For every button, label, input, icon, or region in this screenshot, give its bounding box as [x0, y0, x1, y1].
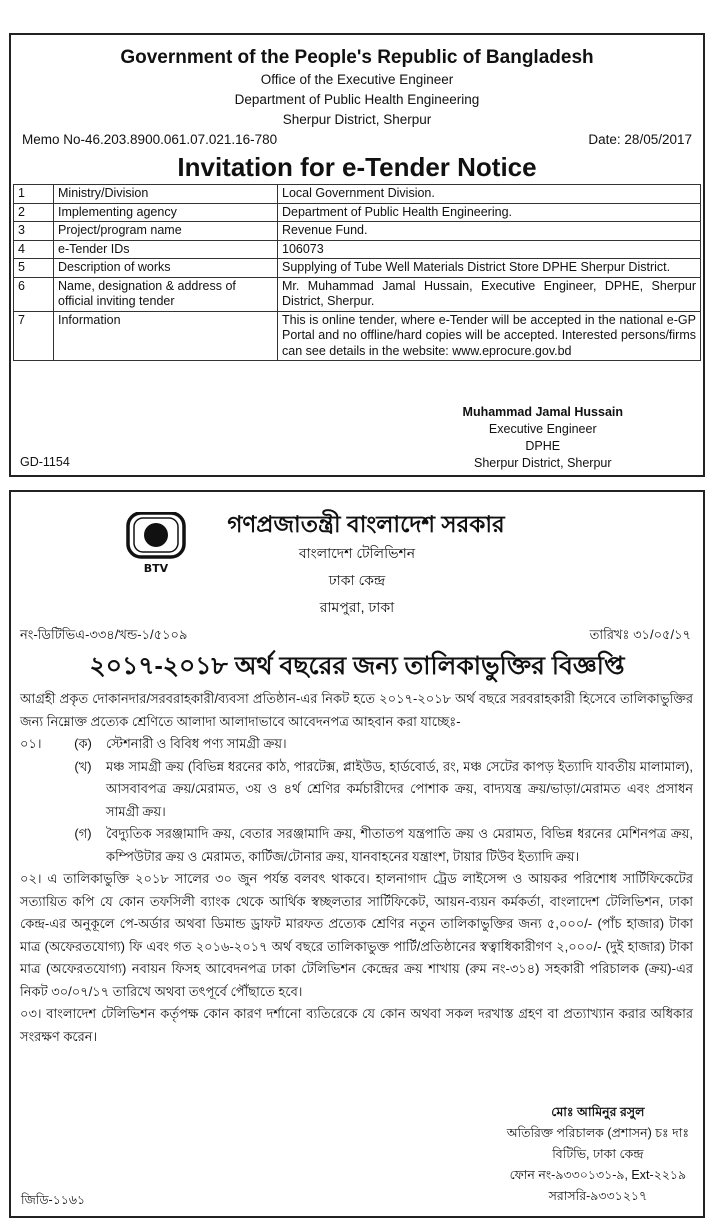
list-item [20, 733, 693, 756]
memo-number-bn: নং-ডিটিভিএ-৩৩৪/খন্ড-১/৫১০৯ [20, 627, 188, 642]
row-label: Description of works [54, 259, 278, 278]
office-line: Office of the Executive Engineer [260, 72, 454, 87]
row-value: Mr. Muhammad Jamal Hussain, Executive Engineer, DPHE, Sherpur District, Sherpur. [278, 277, 701, 311]
table-row [14, 311, 701, 361]
row-value: Department of Public Health Engineering. [278, 203, 701, 222]
notice-header [11, 46, 703, 130]
sub-text: বৈদ্যুতিক সরঞ্জামাদি ক্রয়, বেতার সরঞ্জামাদি ক্রয়, শীতাতপ যন্ত্রপাতি ক্রয় ও মেরামত, বিভিন্ন ধরনের মেশিনপত্র ক্রয়, কম্পিউটার ক্রয় ও মেরামত, কার্টিজ/টোনার ক্রয়, যানবাহনের যন্ত্রাংশ, টায়ার টিউব ইত্যাদি ক্রয়। [106, 826, 693, 864]
signatory-designation: Executive Engineer [488, 422, 597, 436]
government-heading-bn: গণপ্রজাতন্ত্রী বাংলাদেশ সরকার [227, 511, 505, 537]
signatory-org: DPHE [525, 439, 561, 453]
row-label: Name, designation & address of official inviting tender [54, 277, 278, 311]
gd-number: GD-1154 [20, 455, 70, 469]
table-row [14, 185, 701, 204]
row-label: e-Tender IDs [54, 240, 278, 259]
notice-date-bn: তারিখঃ ৩১/০৫/১৭ [589, 627, 691, 642]
government-heading: Government of the People's Republic of Bangladesh [120, 47, 594, 68]
row-label: Information [54, 311, 278, 361]
row-number: 7 [14, 311, 54, 361]
signatory-address: Sherpur District, Sherpur [473, 456, 612, 470]
notice-title: Invitation for e-Tender Notice [177, 152, 537, 182]
row-value: This is online tender, where e-Tender will be accepted in the national e-GP Portal and no offline/hard copies will be accepted. Interested persons/firms can see details in the website: www.eprocure.gov.bd [278, 311, 701, 361]
notice-body [20, 688, 693, 1048]
sub-mark: (খ) [74, 758, 92, 774]
btv-enlistment-notice [9, 490, 705, 1218]
row-label: Implementing agency [54, 203, 278, 222]
item-number: ০১। [20, 736, 42, 751]
memo-row [11, 131, 703, 149]
department-line: Department of Public Health Engineering [234, 92, 480, 107]
table-row [14, 259, 701, 278]
table-row [14, 222, 701, 241]
list-item [20, 823, 693, 868]
memo-number: Memo No-46.203.8900.061.07.021.16-780 [22, 132, 278, 147]
row-value: Revenue Fund. [278, 222, 701, 241]
row-label: Ministry/Division [54, 185, 278, 204]
btv-logo-text: BTV [143, 562, 169, 575]
e-tender-notice [9, 33, 705, 477]
sub-mark: (ক) [74, 736, 92, 751]
list-item [20, 756, 693, 824]
row-value: Local Government Division. [278, 185, 701, 204]
org-line: বাংলাদেশ টেলিভিশন [298, 545, 416, 561]
district-line: Sherpur District, Sherpur [282, 112, 432, 127]
sub-mark: (গ) [74, 826, 92, 841]
center-line: ঢাকা কেন্দ্র [328, 572, 386, 588]
signatory-name-bn: মোঃ আমিনুর রসুল [551, 1105, 645, 1119]
notice-title-bn: ২০১৭-২০১৮ অর্থ বছরের জন্য তালিকাভুক্তির বিজ্ঞপ্তি [89, 652, 625, 680]
signatory-phone: ফোন নং-৯৩৩০১৩১-৯, Ext-২২১৯ [509, 1168, 687, 1182]
row-value: 106073 [278, 240, 701, 259]
gd-number-bn: জিডি-১১৬১ [21, 1193, 86, 1207]
table-row [14, 203, 701, 222]
signatory-direct-phone: সরাসরি-৯৩৩১২১৭ [548, 1189, 648, 1203]
sub-text: স্টেশনারী ও বিবিধ পণ্য সামগ্রী ক্রয়। [106, 736, 287, 751]
signatory-designation-bn: অতিরিক্ত পরিচালক (প্রশাসন) চঃ দাঃ [506, 1126, 689, 1140]
sub-text: মঞ্চ সামগ্রী ক্রয় (বিভিন্ন ধরনের কাঠ, পারটেক্স, প্লাইউড, হার্ডবোর্ড, রং, মঞ্চ সেটের কাপড় ইত্যাদি যাবতীয় মালামাল), আসবাবপত্র ক্রয়/মেরামত, ৩য় ও ৪র্থ শ্রেণির কর্মচারীদের পোশাক ক্রয়, বাদ্যযন্ত্র ক্রয়/ভাড়া/মেরামত এবং প্রসাধন সামগ্রী ক্রয়। [106, 758, 693, 819]
row-number: 6 [14, 277, 54, 311]
intro-paragraph: আগ্রহী প্রকৃত দোকানদার/সরবরাহকারী/ব্যবসা প্রতিষ্ঠান-এর নিকট হতে ২০১৭-২০১৮ অর্থ বছরে সরবরাহকারী হিসেবে তালিকাভুক্তির জন্য নিম্নোক্ত প্রত্যেক শ্রেণিতে আলাদা আলাদাভাবে আবেদনপত্র আহবান করা যাচ্ছেঃ- [20, 691, 693, 729]
row-label: Project/program name [54, 222, 278, 241]
row-number: 4 [14, 240, 54, 259]
notice-date: Date: 28/05/2017 [588, 132, 692, 147]
row-number: 3 [14, 222, 54, 241]
tender-details-table [13, 184, 701, 361]
paragraph-item-3: ০৩। বাংলাদেশ টেলিভিশন কর্তৃপক্ষ কোন কারণ দর্শানো ব্যতিরেকে যে কোন অথবা সকল দরখাস্ত গ্রহণ বা প্রত্যাখ্যান করার অধিকার সংরক্ষণ করেন। [20, 1006, 693, 1044]
signature-block [463, 404, 623, 472]
row-number: 2 [14, 203, 54, 222]
signature-block-bn [507, 1102, 689, 1207]
table-row [14, 277, 701, 311]
row-value: Supplying of Tube Well Materials District Store DPHE Sherpur District. [278, 259, 701, 278]
row-number: 1 [14, 185, 54, 204]
address-line: রামপুরা, ঢাকা [319, 599, 395, 615]
signatory-org-bn: বিটিভি, ঢাকা কেন্দ্র [552, 1147, 644, 1161]
signatory-name: Muhammad Jamal Hussain [462, 405, 623, 419]
paragraph-item-2: ০২। এ তালিকাভুক্তি ২০১৮ সালের ৩০ জুন পর্যন্ত বলবৎ থাকবে। হালনাগাদ ট্রেড লাইসেন্স ও আয়কর পরিশোধ সার্টিফিকেটের সত্যায়িত কপি যে কোন তফসিলী ব্যাংক থেকে আর্থিক স্বচ্ছলতার সার্টিফিকেট, আয়ন-ব্যয়ন কর্মকর্তা, বাংলাদেশ টেলিভিশন, ঢাকা কেন্দ্র-এর অনুকূলে পে-অর্ডার অথবা ডিমান্ড ড্রাফট মারফত প্রত্যেক শ্রেণির নতুন তালিকাভুক্তির জন্য ৫,০০০/- (পাঁচ হাজার) টাকা মাত্র (অফেরতযোগ্য) ফি এবং গত ২০১৬-২০১৭ অর্থ বছরে তালিকাভুক্ত পার্টি/প্রতিষ্ঠানের স্বত্বাধিকারীগণ ২,০০০/- (দুই হাজার) টাকা মাত্র (অফেরতযোগ্য) নবায়ন ফিসহ আবেদনপত্র ঢাকা টেলিভিশন কেন্দ্রের ক্রয় শাখায় (রুম নং-৩১৪) সহকারী পরিচালক (ক্রয়)-এর নিকট ৩০/০৭/১৭ তারিখে অথবা তৎপূর্বে পৌঁছাতে হবে। [20, 871, 693, 999]
table-row [14, 240, 701, 259]
row-number: 5 [14, 259, 54, 278]
